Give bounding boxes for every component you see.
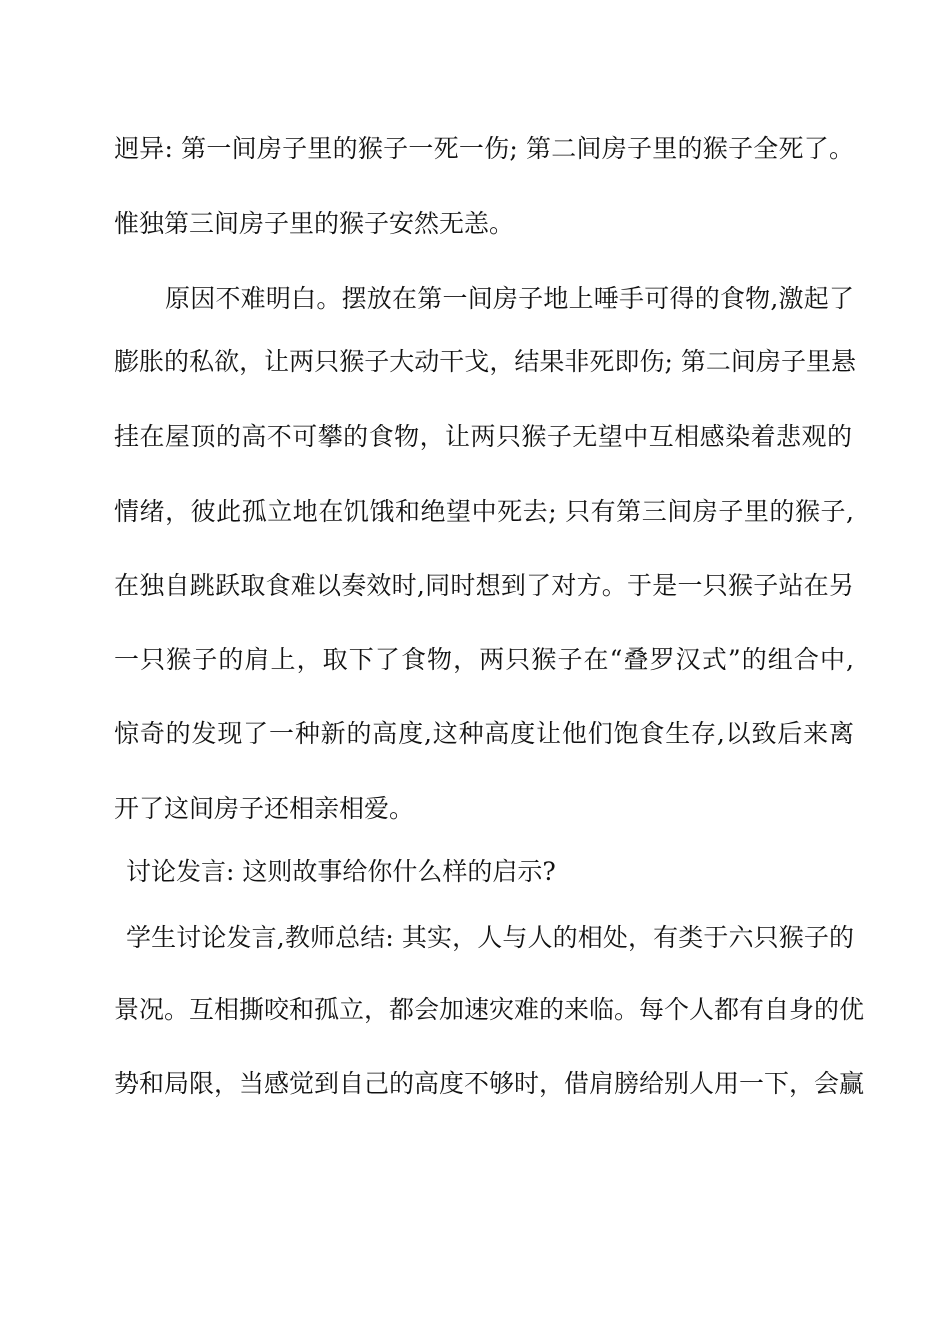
text-line: 膨胀的私欲，让两只猴子大动干戈，结果非死即伤; 第二间房子里悬 <box>114 347 856 376</box>
text-line: 景况。互相撕咬和孤立，都会加速灾难的来临。每个人都有自身的优 <box>114 995 865 1024</box>
text-line: 迥异: 第一间房子里的猴子一死一伤; 第二间房子里的猴子全死了。 <box>114 134 854 163</box>
text-line: 开了这间房子还相亲相爱。 <box>114 794 415 823</box>
text-line: 惊奇的发现了一种新的高度,这种高度让他们饱食生存,以致后来离 <box>114 719 854 748</box>
text-line: 挂在屋顶的高不可攀的食物，让两只猴子无望中互相感染着悲观的 <box>114 422 852 451</box>
text-line: 势和局限，当感觉到自己的高度不够时，借肩膀给别人用一下，会赢 <box>114 1069 865 1098</box>
text-line: 惟独第三间房子里的猴子安然无恙。 <box>114 209 515 238</box>
text-line: 情绪，彼此孤立地在饥饿和绝望中死去; 只有第三间房子里的猴子, <box>114 497 854 526</box>
paragraph-first-line: 学生讨论发言,教师总结: 其实，人与人的相处，有类于六只猴子的 <box>126 923 854 952</box>
text-line: 在独自跳跃取食难以奏效时,同时想到了对方。于是一只猴子站在另 <box>114 571 854 600</box>
discussion-prompt: 讨论发言: 这则故事给你什么样的启示? <box>126 857 556 886</box>
text-line: 一只猴子的肩上，取下了食物，两只猴子在“叠罗汉式”的组合中, <box>114 645 854 674</box>
paragraph-first-line: 原因不难明白。摆放在第一间房子地上唾手可得的食物,激起了 <box>165 284 854 313</box>
